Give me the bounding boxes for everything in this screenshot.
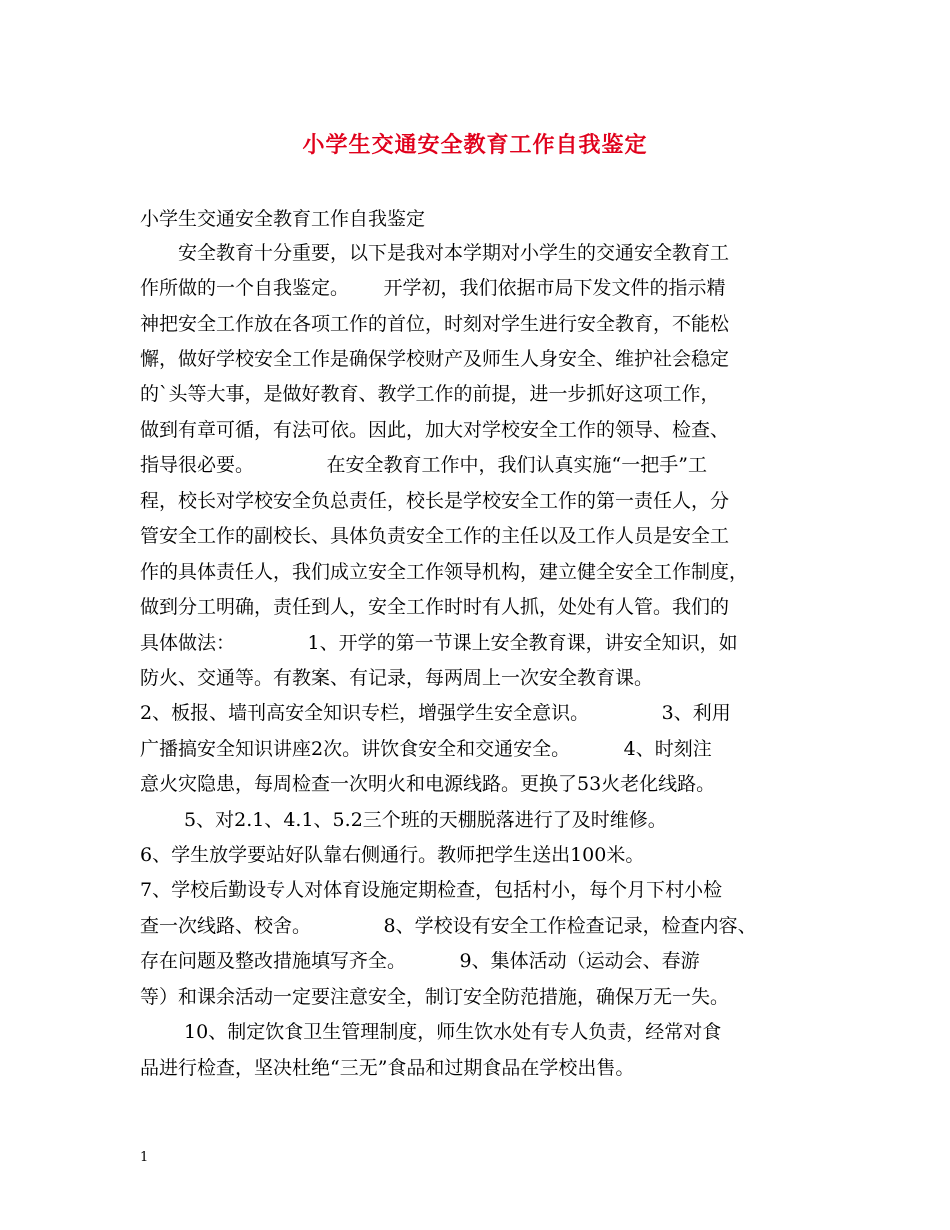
text-line-9: 程，校长对学校安全负总责任，校长是学校安全工作的第一责任人，分 xyxy=(140,490,730,512)
text-line-23: 等）和课余活动一定要注意安全，制订安全防范措施，确保万无一失。 xyxy=(140,986,730,1008)
text-line-16: 广播搞安全知识讲座2次。讲饮食安全和交通安全。 4、时刻注 xyxy=(140,738,712,760)
text-line-19: 6、学生放学要站好队靠右侧通行。教师把学生送出100米。 xyxy=(140,844,645,866)
text-line-6: 的`头等大事，是做好教育、教学工作的前提，进一步抓好这项工作， xyxy=(140,383,720,405)
text-line-7: 做到有章可循，有法可依。因此，加大对学校安全工作的领导、检查、 xyxy=(140,419,730,441)
text-line-14: 防火、交通等。有教案、有记录，每两周上一次安全教育课。 xyxy=(140,667,654,689)
text-line-1: 小学生交通安全教育工作自我鉴定 xyxy=(140,208,426,230)
text-line-12: 做到分工明确，责任到人，安全工作时时有人抓，处处有人管。我们的 xyxy=(140,596,730,618)
text-line-13: 具体做法： 1、开学的第一节课上安全教育课，讲安全知识，如 xyxy=(140,632,738,654)
text-line-20: 7、学校后勤设专人对体育设施定期检查，包括村小，每个月下村小检 xyxy=(140,879,723,901)
text-line-11: 作的具体责任人，我们成立安全工作领导机构，建立健全安全工作制度， xyxy=(140,561,749,583)
text-line-3: 作所做的一个自我鉴定。 开学初，我们依据市局下发文件的指示精 xyxy=(140,277,726,299)
text-line-5: 懈，做好学校安全工作是确保学校财产及师生人身安全、维护社会稳定 xyxy=(140,348,730,370)
document-title: 小学生交通安全教育工作自我鉴定 xyxy=(302,132,648,158)
text-line-21: 查一次线路、校舍。 8、学校设有安全工作检查记录，检查内容、 xyxy=(140,915,757,937)
text-line-8: 指导很必要。 在安全教育工作中，我们认真实施“一把手”工 xyxy=(140,454,707,476)
page-number: 1 xyxy=(140,1150,149,1165)
text-line-2: 安全教育十分重要，以下是我对本学期对小学生的交通安全教育工 xyxy=(140,242,730,264)
text-line-4: 神把安全工作放在各项工作的首位，时刻对学生进行安全教育，不能松 xyxy=(140,313,730,335)
text-line-10: 管安全工作的副校长、具体负责安全工作的主任以及工作人员是安全工 xyxy=(140,525,730,547)
text-line-25: 品进行检查，坚决杜绝“三无”食品和过期食品在学校出售。 xyxy=(140,1057,635,1079)
text-line-24: 10、制定饮食卫生管理制度，师生饮水处有专人负责，经常对食 xyxy=(140,1021,722,1043)
text-line-17: 意火灾隐患，每周检查一次明火和电源线路。更换了53火老化线路。 xyxy=(140,773,716,795)
text-line-15: 2、板报、墙刊高安全知识专栏，增强学生安全意识。 3、利用 xyxy=(140,702,731,724)
text-line-22: 存在问题及整改措施填写齐全。 9、集体活动（运动会、春游 xyxy=(140,950,700,972)
text-line-18: 5、对2.1、4.1、5.2三个班的天棚脱落进行了及时维修。 xyxy=(140,809,667,831)
